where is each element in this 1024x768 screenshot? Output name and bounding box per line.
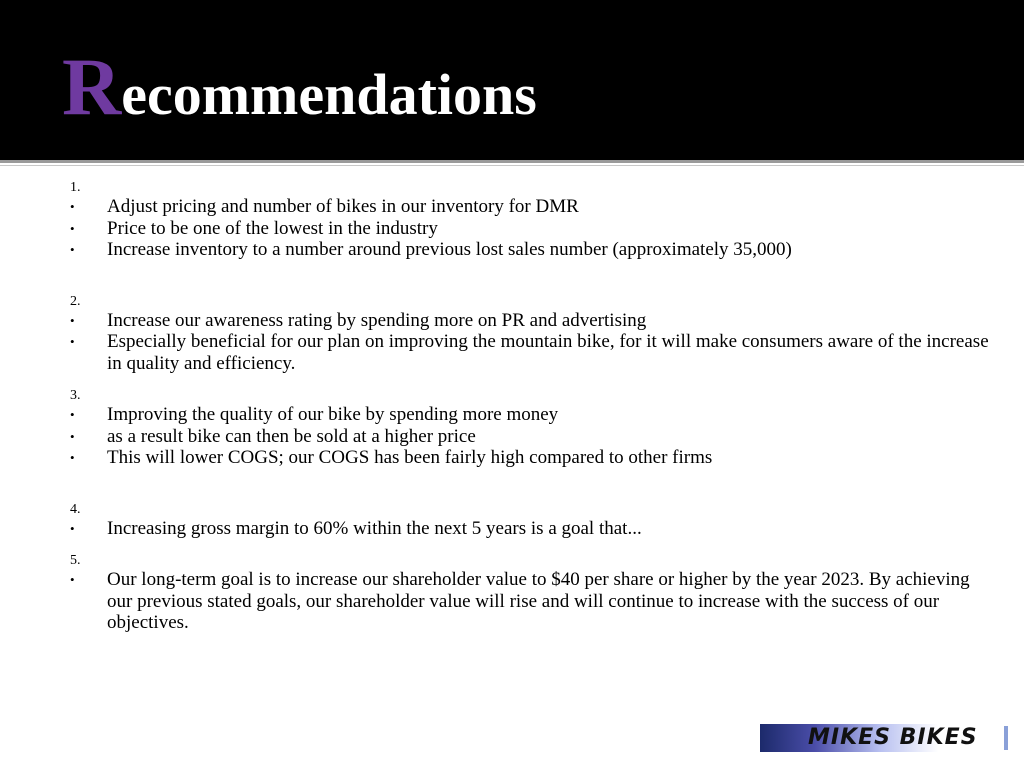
recommendation-1 <box>70 180 990 261</box>
header-divider <box>0 160 1024 163</box>
header-divider-thin <box>0 165 1024 166</box>
slide-title <box>62 41 537 132</box>
bullet-item: • This will lower COGS; our COGS has been fairly high compared to other firms <box>70 447 990 469</box>
title-initial: R <box>62 41 122 132</box>
bullet-item: • Increase inventory to a number around previous lost sales number (approximately 35,000) <box>70 239 990 261</box>
recommendation-4 <box>70 502 990 540</box>
bullet-item: • Adjust pricing and number of bikes in our inventory for DMR <box>70 196 990 218</box>
logo-edge-mark <box>1004 726 1008 750</box>
logo-text: MIKES BIKES <box>808 725 978 750</box>
section-number: 4. <box>70 501 81 517</box>
title-bar <box>0 0 1024 160</box>
section-number: 2. <box>70 293 81 309</box>
title-rest: ecommendations <box>121 62 537 127</box>
recommendation-3 <box>70 388 990 469</box>
section-number: 5. <box>70 553 81 568</box>
bullet-item: • Increasing gross margin to 60% within the next 5 years is a goal that... <box>70 518 990 540</box>
section-number: 3. <box>70 388 81 403</box>
bullet-item: • Especially beneficial for our plan on improving the mountain bike, for it will make consumers aware of the increase in quality and efficiency. <box>70 331 990 374</box>
mikes-bikes-logo <box>760 724 1008 752</box>
bullet-item: • Improving the quality of our bike by spending more money <box>70 404 990 426</box>
recommendation-5 <box>70 553 990 634</box>
recommendation-2 <box>70 294 990 375</box>
bullet-item: • Price to be one of the lowest in the industry <box>70 218 990 240</box>
bullet-item: • Increase our awareness rating by spending more on PR and advertising <box>70 310 990 332</box>
slide-body <box>70 180 990 634</box>
bullet-item: • as a result bike can then be sold at a higher price <box>70 426 990 448</box>
section-number: 1. <box>70 180 81 195</box>
bullet-item: • Our long-term goal is to increase our shareholder value to $40 per share or higher by the year 2023. By achieving our previous stated goals, our shareholder value will rise and will continue to increase with the success of our objectives. <box>70 569 990 634</box>
